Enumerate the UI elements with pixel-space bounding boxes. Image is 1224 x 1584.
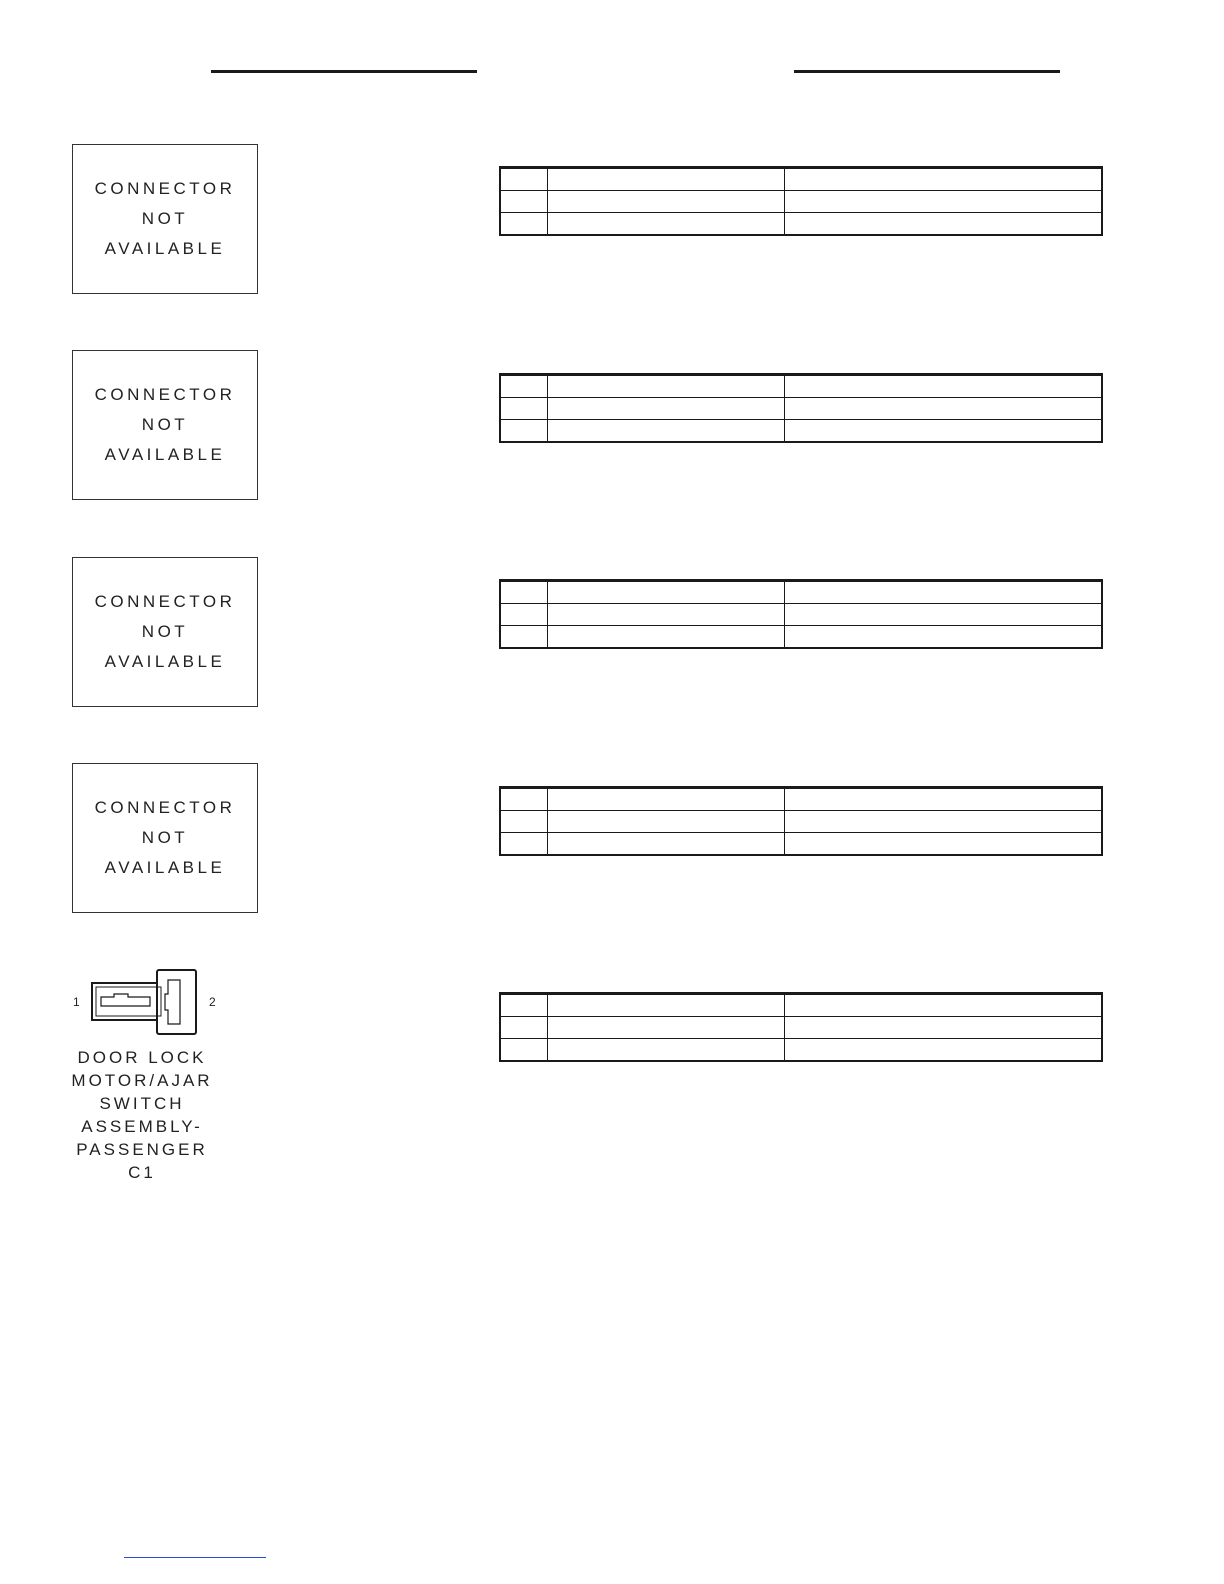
table-cell bbox=[547, 1017, 784, 1039]
table-cell bbox=[547, 398, 784, 420]
connector-name-label bbox=[62, 1046, 222, 1184]
connector-face-diagram bbox=[68, 966, 224, 1036]
table-cell bbox=[500, 833, 547, 856]
table-cell bbox=[784, 213, 1102, 236]
pin-table bbox=[499, 373, 1103, 443]
table-row bbox=[500, 213, 1102, 236]
table-cell bbox=[784, 811, 1102, 833]
connector-name-line: SWITCH bbox=[99, 1094, 185, 1113]
table-cell bbox=[784, 420, 1102, 443]
connector-name-line: ASSEMBLY- bbox=[81, 1117, 203, 1136]
header-rule-right bbox=[794, 70, 1060, 73]
connector-name-line: DOOR LOCK bbox=[77, 1048, 207, 1067]
table-cell bbox=[784, 994, 1102, 1017]
table-cell bbox=[500, 191, 547, 213]
pin-table bbox=[499, 992, 1103, 1062]
table-row bbox=[500, 833, 1102, 856]
table-cell bbox=[784, 626, 1102, 649]
table-row bbox=[500, 994, 1102, 1017]
table-cell bbox=[500, 811, 547, 833]
connector-outline-icon bbox=[68, 966, 224, 1036]
table-cell bbox=[784, 191, 1102, 213]
pin-number-label: 2 bbox=[209, 995, 216, 1009]
table-row bbox=[500, 1039, 1102, 1062]
table-cell bbox=[500, 420, 547, 443]
placeholder-line: CONNECTOR bbox=[94, 798, 236, 817]
table-row bbox=[500, 191, 1102, 213]
placeholder-line: AVAILABLE bbox=[104, 445, 226, 464]
table-row bbox=[500, 1017, 1102, 1039]
table-row bbox=[500, 581, 1102, 604]
pin-table bbox=[499, 166, 1103, 236]
pin-number-label: 1 bbox=[73, 995, 80, 1009]
table-row bbox=[500, 375, 1102, 398]
table-row bbox=[500, 626, 1102, 649]
placeholder-line: NOT bbox=[141, 622, 189, 641]
header-rule-left bbox=[211, 70, 477, 73]
placeholder-line: AVAILABLE bbox=[104, 239, 226, 258]
table-row bbox=[500, 398, 1102, 420]
placeholder-line: CONNECTOR bbox=[94, 179, 236, 198]
table-cell bbox=[547, 581, 784, 604]
placeholder-line: CONNECTOR bbox=[94, 385, 236, 404]
table-cell bbox=[500, 788, 547, 811]
connector-not-available-box bbox=[72, 350, 258, 500]
table-cell bbox=[500, 1039, 547, 1062]
table-cell bbox=[784, 1017, 1102, 1039]
placeholder-line: NOT bbox=[141, 828, 189, 847]
table-cell bbox=[547, 1039, 784, 1062]
table-cell bbox=[784, 168, 1102, 191]
placeholder-line: NOT bbox=[141, 415, 189, 434]
table-cell bbox=[547, 811, 784, 833]
table-cell bbox=[500, 213, 547, 236]
connector-not-available-box bbox=[72, 763, 258, 913]
table-cell bbox=[784, 604, 1102, 626]
table-cell bbox=[547, 833, 784, 856]
table-cell bbox=[547, 994, 784, 1017]
table-cell bbox=[784, 788, 1102, 811]
table-cell bbox=[547, 168, 784, 191]
table-cell bbox=[784, 398, 1102, 420]
placeholder-line: AVAILABLE bbox=[104, 652, 226, 671]
table-cell bbox=[784, 833, 1102, 856]
table-cell bbox=[500, 398, 547, 420]
table-cell bbox=[547, 213, 784, 236]
connector-not-available-box bbox=[72, 557, 258, 707]
table-row bbox=[500, 788, 1102, 811]
table-cell bbox=[500, 994, 547, 1017]
table-cell bbox=[500, 168, 547, 191]
table-cell bbox=[547, 604, 784, 626]
table-cell bbox=[547, 788, 784, 811]
placeholder-line: NOT bbox=[141, 209, 189, 228]
connector-not-available-box bbox=[72, 144, 258, 294]
table-cell bbox=[784, 1039, 1102, 1062]
table-cell bbox=[547, 375, 784, 398]
table-cell bbox=[547, 191, 784, 213]
pin-table bbox=[499, 786, 1103, 856]
table-row bbox=[500, 420, 1102, 443]
pin-table bbox=[499, 579, 1103, 649]
table-cell bbox=[500, 1017, 547, 1039]
connector-name-line: MOTOR/AJAR bbox=[71, 1071, 213, 1090]
table-cell bbox=[500, 626, 547, 649]
footer-link-underline[interactable] bbox=[124, 1557, 266, 1558]
table-cell bbox=[500, 375, 547, 398]
table-cell bbox=[547, 420, 784, 443]
placeholder-line: AVAILABLE bbox=[104, 858, 226, 877]
table-row bbox=[500, 811, 1102, 833]
table-cell bbox=[784, 581, 1102, 604]
table-cell bbox=[500, 581, 547, 604]
table-row bbox=[500, 168, 1102, 191]
connector-name-line: PASSENGER C1 bbox=[76, 1140, 208, 1182]
table-row bbox=[500, 604, 1102, 626]
table-cell bbox=[547, 626, 784, 649]
placeholder-line: CONNECTOR bbox=[94, 592, 236, 611]
table-cell bbox=[500, 604, 547, 626]
table-cell bbox=[784, 375, 1102, 398]
